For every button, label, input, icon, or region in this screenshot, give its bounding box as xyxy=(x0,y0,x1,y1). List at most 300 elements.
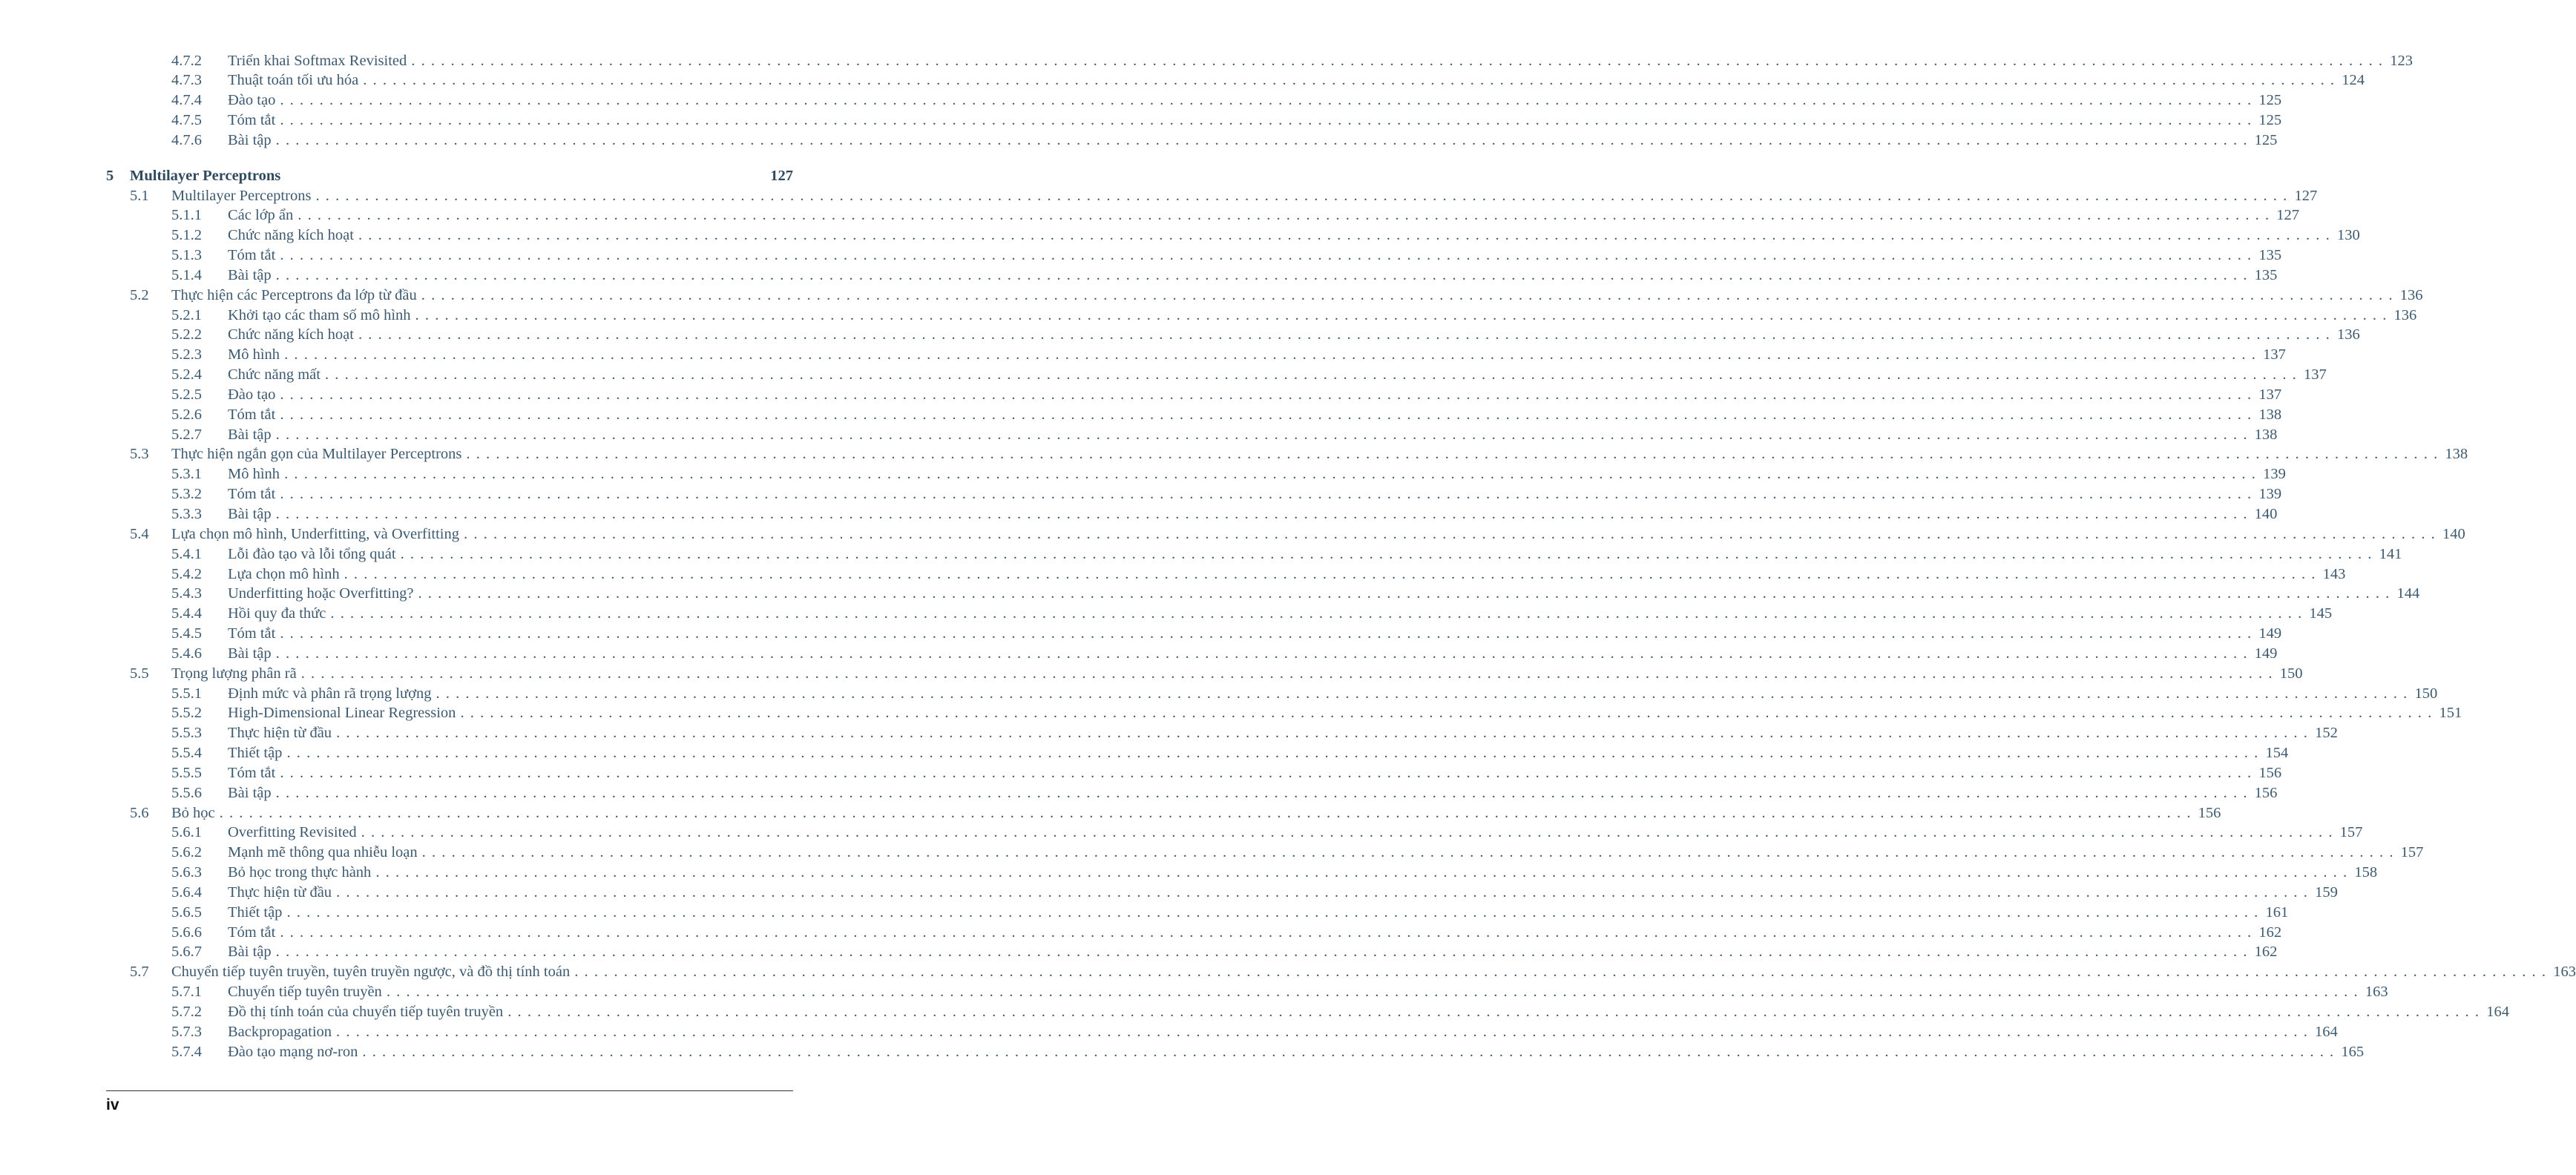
entry-page[interactable]: 127 xyxy=(2294,187,2318,204)
toc-section[interactable] xyxy=(0,444,2468,464)
toc-subsection[interactable] xyxy=(0,306,2417,326)
entry-line xyxy=(228,111,2282,131)
entry-title[interactable]: Backpropagation xyxy=(228,1023,332,1040)
entry-number: 5.4.6 xyxy=(171,645,202,662)
entry-title[interactable]: Bài tập xyxy=(228,645,272,662)
entry-line xyxy=(228,504,2278,524)
toc-section[interactable] xyxy=(0,186,2318,206)
toc-subsection[interactable] xyxy=(0,205,2300,226)
entry-page[interactable]: 144 xyxy=(2396,585,2420,602)
entry-number: 4.7.4 xyxy=(171,92,202,109)
dot-leader: ........................................................................................................................................................................................................ xyxy=(400,545,2378,562)
entry-title[interactable]: Bài tập xyxy=(228,784,272,801)
entry-title[interactable]: Bài tập xyxy=(228,131,272,148)
entry-title[interactable]: Đào tạo mạng nơ-ron xyxy=(228,1043,358,1060)
entry-title[interactable]: Bài tập xyxy=(228,944,272,961)
entry-page[interactable]: 139 xyxy=(2258,486,2282,503)
entry-page[interactable]: 125 xyxy=(2258,92,2282,109)
entry-page[interactable]: 138 xyxy=(2445,446,2468,463)
entry-line xyxy=(130,166,793,186)
toc-chapter[interactable] xyxy=(0,166,908,186)
entry-number: 4.7.2 xyxy=(171,52,202,69)
entry-line xyxy=(228,131,2278,151)
entry-page[interactable]: 125 xyxy=(2258,112,2282,129)
entry-line xyxy=(228,703,2462,723)
entry-number: 5.5.6 xyxy=(171,784,202,801)
toc-subsection[interactable] xyxy=(0,131,2278,151)
entry-number: 5.4.4 xyxy=(171,605,202,622)
entry-number: 5.2.2 xyxy=(171,326,202,343)
dot-leader: ........................................................................................................................................................................................................ xyxy=(275,645,2253,662)
toc-subsection[interactable] xyxy=(0,226,2360,246)
entry-line xyxy=(228,464,2286,484)
dot-leader: ........................................................................................................................................................................................................ xyxy=(361,824,2339,841)
toc-subsection[interactable] xyxy=(0,1022,2338,1042)
entry-title[interactable]: Triển khai Softmax Revisited xyxy=(228,52,407,69)
entry-title[interactable]: Thực hiện ngắn gọn của Multilayer Perceptrons xyxy=(171,446,462,463)
entry-page[interactable]: 156 xyxy=(2198,804,2221,821)
entry-title[interactable]: Multilayer Perceptrons xyxy=(171,187,312,204)
entry-number: 5.2.5 xyxy=(171,386,202,403)
entry-page[interactable]: 136 xyxy=(2399,286,2423,303)
toc-subsection[interactable] xyxy=(0,565,2346,585)
entry-page[interactable]: 137 xyxy=(2303,366,2327,384)
entry-title[interactable]: Lựa chọn mô hình, Underfitting, và Overfitting xyxy=(171,525,459,542)
toc-subsection[interactable] xyxy=(0,923,2282,943)
entry-line xyxy=(228,982,2388,1002)
dot-leader: ........................................................................................................................................................................................................ xyxy=(362,1043,2340,1060)
entry-number: 5.1.1 xyxy=(171,207,202,224)
dot-leader: ........................................................................................................................................................................................................ xyxy=(436,685,2414,702)
entry-page[interactable]: 130 xyxy=(2336,227,2360,244)
entry-page[interactable]: 135 xyxy=(2254,266,2278,283)
toc-subsection[interactable] xyxy=(0,763,2282,783)
toc-subsection[interactable] xyxy=(0,345,2286,365)
entry-page[interactable]: 149 xyxy=(2254,645,2278,662)
entry-line xyxy=(171,803,2221,823)
entry-line xyxy=(228,425,2278,445)
entry-number: 5.4.2 xyxy=(171,565,202,582)
entry-number: 5.4.3 xyxy=(171,585,202,602)
entry-page[interactable]: 140 xyxy=(2442,525,2465,542)
entry-page[interactable]: 138 xyxy=(2254,426,2278,443)
entry-page[interactable]: 163 xyxy=(2553,964,2576,981)
entry-number: 5.2.4 xyxy=(171,366,202,384)
toc-subsection[interactable] xyxy=(0,883,2338,903)
entry-number: 5.7.3 xyxy=(171,1023,202,1040)
entry-title[interactable]: Multilayer Perceptrons xyxy=(130,167,281,184)
entry-title[interactable]: Đào tạo xyxy=(228,92,276,109)
entry-number: 5.2.1 xyxy=(171,306,202,323)
entry-number: 5.7 xyxy=(130,964,149,981)
dot-leader: ........................................................................................................................................................................................................ xyxy=(280,406,2258,423)
entry-page[interactable]: 141 xyxy=(2379,545,2402,562)
toc-subsection[interactable] xyxy=(0,385,2282,405)
entry-line xyxy=(228,644,2278,664)
entry-number: 5.3.1 xyxy=(171,466,202,483)
entry-page[interactable]: 127 xyxy=(2276,207,2300,224)
dot-leader: ........................................................................................................................................................................................................ xyxy=(298,207,2276,224)
toc-subsection[interactable] xyxy=(0,684,2438,704)
toc-subsection[interactable] xyxy=(0,584,2420,604)
toc-section[interactable] xyxy=(0,524,2465,544)
entry-line xyxy=(228,863,2378,883)
entry-number: 4.7.5 xyxy=(171,112,202,129)
entry-line xyxy=(228,604,2333,624)
entry-number: 5.1.3 xyxy=(171,247,202,264)
footer-rule xyxy=(106,1090,793,1091)
entry-line xyxy=(228,883,2338,903)
entry-page[interactable]: 162 xyxy=(2258,924,2282,941)
entry-line xyxy=(228,903,2289,923)
entry-title[interactable]: Đào tạo xyxy=(228,386,276,403)
entry-page[interactable]: 137 xyxy=(2263,346,2286,363)
entry-title[interactable]: Thiết tập xyxy=(228,745,283,762)
entry-number: 4.7.3 xyxy=(171,72,202,89)
entry-line xyxy=(228,325,2360,345)
entry-number: 5.6.2 xyxy=(171,844,202,861)
entry-title[interactable]: Khởi tạo các tham số mô hình xyxy=(228,306,411,323)
dot-leader: ........................................................................................................................................................................................................ xyxy=(336,725,2314,742)
dot-leader: ........................................................................................................................................................................................................ xyxy=(324,366,2302,384)
entry-page[interactable]: 154 xyxy=(2265,745,2289,762)
entry-line xyxy=(228,584,2420,604)
entry-title[interactable]: High-Dimensional Linear Regression xyxy=(228,705,456,722)
entry-number: 5.4.5 xyxy=(171,625,202,642)
dot-leader: ........................................................................................................................................................................................................ xyxy=(280,386,2258,403)
dot-leader: ........................................................................................................................................................................................................ xyxy=(507,1003,2485,1020)
entry-title[interactable]: Tóm tắt xyxy=(228,247,276,264)
entry-page[interactable]: 136 xyxy=(2336,326,2360,343)
entry-title[interactable]: Các lớp ẩn xyxy=(228,207,294,224)
dot-leader: ........................................................................................................................................................................................................ xyxy=(411,52,2389,69)
entry-line xyxy=(228,365,2327,385)
entry-line xyxy=(228,843,2424,863)
entry-page[interactable]: 145 xyxy=(2309,605,2333,622)
entry-title[interactable]: Tóm tắt xyxy=(228,406,276,423)
toc-subsection[interactable] xyxy=(0,365,2327,385)
toc-subsection[interactable] xyxy=(0,464,2286,484)
entry-line xyxy=(171,286,2423,306)
entry-line xyxy=(228,405,2282,425)
entry-page[interactable]: 161 xyxy=(2265,904,2289,921)
entry-page[interactable]: 123 xyxy=(2390,52,2413,69)
entry-page[interactable]: 143 xyxy=(2322,565,2346,582)
entry-title[interactable]: Bỏ học trong thực hành xyxy=(228,864,372,881)
toc-subsection[interactable] xyxy=(0,644,2278,664)
entry-line xyxy=(228,942,2278,962)
dot-leader: ........................................................................................................................................................................................................ xyxy=(344,565,2322,582)
toc-subsection[interactable] xyxy=(0,942,2278,962)
entry-number: 5.2.3 xyxy=(171,346,202,363)
toc-subsection[interactable] xyxy=(0,544,2402,565)
dot-leader: ........................................................................................................................................................................................................ xyxy=(315,187,2293,204)
toc-subsection[interactable] xyxy=(0,783,2278,803)
entry-number: 5.6.6 xyxy=(171,924,202,941)
dot-leader: ........................................................................................................................................................................................................ xyxy=(275,131,2253,148)
entry-page[interactable]: 150 xyxy=(2279,665,2303,682)
entry-number: 5.3.2 xyxy=(171,486,202,503)
entry-line xyxy=(228,306,2417,326)
entry-number: 5.5 xyxy=(130,665,149,682)
entry-title[interactable]: Bài tập xyxy=(228,426,272,443)
entry-line xyxy=(171,962,2576,982)
entry-title[interactable]: Định mức và phân rã trọng lượng xyxy=(228,685,432,702)
entry-page[interactable]: 159 xyxy=(2315,883,2338,901)
entry-title[interactable]: Chức năng mất xyxy=(228,366,321,384)
entry-number: 5.2 xyxy=(130,286,149,303)
entry-line xyxy=(228,763,2282,783)
entry-page[interactable]: 165 xyxy=(2341,1043,2365,1060)
entry-number: 5.3.3 xyxy=(171,505,202,522)
entry-title[interactable]: Mạnh mẽ thông qua nhiễu loạn xyxy=(228,844,418,861)
entry-page[interactable]: 163 xyxy=(2365,984,2388,1001)
dot-leader: ........................................................................................................................................................................................................ xyxy=(415,306,2393,323)
entry-page[interactable]: 150 xyxy=(2414,685,2438,702)
entry-number: 5.6.7 xyxy=(171,944,202,961)
dot-leader: ........................................................................................................................................................................................................ xyxy=(275,426,2253,443)
entry-line xyxy=(228,544,2402,565)
entry-page[interactable]: 156 xyxy=(2254,784,2278,801)
dot-leader: ........................................................................................................................................................................................................ xyxy=(418,585,2396,602)
entry-page[interactable]: 135 xyxy=(2258,247,2282,264)
dot-leader: ........................................................................................................................................................................................................ xyxy=(286,904,2264,921)
entry-page[interactable]: 152 xyxy=(2315,725,2338,742)
entry-title[interactable]: Thực hiện từ đầu xyxy=(228,725,332,742)
toc-section[interactable] xyxy=(0,664,2303,684)
entry-number: 5.6.1 xyxy=(171,824,202,841)
entry-page[interactable]: 136 xyxy=(2393,306,2417,323)
entry-title[interactable]: Tóm tắt xyxy=(228,486,276,503)
entry-number: 5.5.4 xyxy=(171,745,202,762)
entry-title[interactable]: Overfitting Revisited xyxy=(228,824,357,841)
dot-leader: ........................................................................................................................................................................................................ xyxy=(363,72,2341,89)
entry-page[interactable]: 149 xyxy=(2258,625,2282,642)
entry-line xyxy=(228,70,2365,90)
entry-title[interactable]: Tóm tắt xyxy=(228,112,276,129)
dot-leader: ........................................................................................................................................................................................................ xyxy=(280,924,2258,941)
entry-page[interactable]: 124 xyxy=(2342,72,2365,89)
entry-number: 5.6.5 xyxy=(171,904,202,921)
dot-leader: ........................................................................................................................................................................................................ xyxy=(330,605,2308,622)
entry-line xyxy=(228,624,2282,644)
entry-title[interactable]: Thiết tập xyxy=(228,904,283,921)
dot-leader: ........................................................................................................................................................................................................ xyxy=(275,944,2253,961)
entry-line xyxy=(228,345,2286,365)
entry-line xyxy=(228,1022,2338,1042)
entry-page[interactable]: 164 xyxy=(2315,1023,2338,1040)
page-number: iv xyxy=(106,1096,119,1113)
entry-number: 5.6 xyxy=(130,804,149,821)
entry-page[interactable]: 137 xyxy=(2258,386,2282,403)
toc-subsection[interactable] xyxy=(0,425,2278,445)
entry-line xyxy=(228,385,2282,405)
entry-number: 5.2.7 xyxy=(171,426,202,443)
toc-subsection[interactable] xyxy=(0,325,2360,345)
entry-title[interactable]: Bài tập xyxy=(228,266,272,283)
dot-leader: ........................................................................................................................................................................................................ xyxy=(284,346,2262,363)
entry-title[interactable]: Trọng lượng phân rã xyxy=(171,665,297,682)
entry-line xyxy=(228,266,2278,286)
toc-section[interactable] xyxy=(0,962,2576,982)
entry-title[interactable]: Chức năng kích hoạt xyxy=(228,227,354,244)
entry-title[interactable]: Tóm tắt xyxy=(228,764,276,781)
entry-title[interactable]: Tóm tắt xyxy=(228,924,276,941)
dot-leader: ........................................................................................................................................................................................................ xyxy=(421,844,2399,861)
entry-line xyxy=(228,205,2300,226)
entry-title[interactable]: Tóm tắt xyxy=(228,625,276,642)
toc-subsection[interactable] xyxy=(0,90,2282,111)
toc-subsection[interactable] xyxy=(0,70,2365,90)
toc-subsection[interactable] xyxy=(0,843,2424,863)
entry-number: 5.5.5 xyxy=(171,764,202,781)
entry-title[interactable]: Thuật toán tối ưu hóa xyxy=(228,72,359,89)
toc-subsection[interactable] xyxy=(0,903,2289,923)
entry-page[interactable]: 151 xyxy=(2439,705,2462,722)
dot-leader: ........................................................................................................................................................................................................ xyxy=(280,625,2258,642)
entry-line xyxy=(228,923,2282,943)
entry-line xyxy=(228,723,2338,743)
dot-leader: ........................................................................................................................................................................................................ xyxy=(219,804,2197,821)
entry-number: 5.4.1 xyxy=(171,545,202,562)
entry-title[interactable]: Hồi quy đa thức xyxy=(228,605,326,622)
dot-leader: ........................................................................................................................................................................................................ xyxy=(284,466,2262,483)
toc-subsection[interactable] xyxy=(0,823,2363,843)
entry-line xyxy=(171,186,2318,206)
dot-leader: ........................................................................................................................................................................................................ xyxy=(280,112,2258,129)
entry-line xyxy=(228,823,2363,843)
dot-leader: ........................................................................................................................................................................................................ xyxy=(358,326,2336,343)
toc-subsection[interactable] xyxy=(0,723,2338,743)
entry-line xyxy=(228,565,2346,585)
entry-page[interactable]: 127 xyxy=(770,167,793,184)
entry-line xyxy=(228,684,2438,704)
entry-number: 5.6.4 xyxy=(171,883,202,901)
entry-line xyxy=(228,743,2289,763)
dot-leader: ........................................................................................................................................................................................................ xyxy=(286,745,2264,762)
toc-section[interactable] xyxy=(0,803,2221,823)
toc-subsection[interactable] xyxy=(0,1002,2509,1022)
entry-line xyxy=(228,90,2282,111)
entry-title[interactable]: Bỏ học xyxy=(171,804,215,821)
entry-line xyxy=(228,484,2282,504)
entry-title[interactable]: Mô hình xyxy=(228,466,280,483)
entry-title[interactable]: Bài tập xyxy=(228,505,272,522)
dot-leader: ........................................................................................................................................................................................................ xyxy=(300,665,2278,682)
entry-number: 5.5.3 xyxy=(171,725,202,742)
entry-number: 5.7.1 xyxy=(171,984,202,1001)
dot-leader: ........................................................................................................................................................................................................ xyxy=(275,505,2253,522)
entry-number: 5.3 xyxy=(130,446,149,463)
dot-leader: ........................................................................................................................................................................................................ xyxy=(386,984,2364,1001)
entry-line xyxy=(228,226,2360,246)
entry-title[interactable]: Underfitting hoặc Overfitting? xyxy=(228,585,414,602)
entry-title[interactable]: Mô hình xyxy=(228,346,280,363)
toc-subsection[interactable] xyxy=(0,51,2413,71)
toc-subsection[interactable] xyxy=(0,982,2388,1002)
dot-leader: ........................................................................................................................................................................................................ xyxy=(421,286,2399,303)
entry-line xyxy=(171,444,2468,464)
toc-subsection[interactable] xyxy=(0,703,2462,723)
dot-leader: ........................................................................................................................................................................................................ xyxy=(280,92,2258,109)
dot-leader: ........................................................................................................................................................................................................ xyxy=(460,705,2438,722)
entry-line xyxy=(228,51,2413,71)
entry-number: 4.7.6 xyxy=(171,131,202,148)
entry-number: 5.1 xyxy=(130,187,149,204)
entry-line xyxy=(228,1042,2365,1062)
toc-section[interactable] xyxy=(0,286,2423,306)
toc-subsection[interactable] xyxy=(0,743,2289,763)
entry-page[interactable]: 140 xyxy=(2254,505,2278,522)
entry-number: 5.5.1 xyxy=(171,685,202,702)
entry-number: 5.1.2 xyxy=(171,227,202,244)
toc-subsection[interactable] xyxy=(0,604,2333,624)
dot-leader: ........................................................................................................................................................................................................ xyxy=(336,1023,2314,1040)
dot-leader: ........................................................................................................................................................................................................ xyxy=(275,266,2253,283)
entry-title[interactable]: Thực hiện từ đầu xyxy=(228,883,332,901)
entry-title[interactable]: Chuyển tiếp tuyên truyền xyxy=(228,984,382,1001)
dot-leader: ........................................................................................................................................................................................................ xyxy=(466,446,2444,463)
entry-title[interactable]: Lỗi đào tạo và lỗi tổng quát xyxy=(228,545,396,562)
entry-title[interactable]: Chức năng kích hoạt xyxy=(228,326,354,343)
entry-line xyxy=(228,246,2282,266)
entry-number: 5.4 xyxy=(130,525,149,542)
toc-subsection[interactable] xyxy=(0,504,2278,524)
toc-subsection[interactable] xyxy=(0,246,2282,266)
dot-leader: ........................................................................................................................................................................................................ xyxy=(464,525,2441,542)
dot-leader: ........................................................................................................................................................................................................ xyxy=(280,764,2258,781)
entry-page[interactable]: 157 xyxy=(2400,844,2424,861)
toc-subsection[interactable] xyxy=(0,863,2378,883)
entry-page[interactable]: 158 xyxy=(2354,864,2378,881)
entry-number: 5.6.3 xyxy=(171,864,202,881)
dot-leader: ........................................................................................................................................................................................................ xyxy=(280,247,2258,264)
dot-leader: ........................................................................................................................................................................................................ xyxy=(375,864,2353,881)
entry-line xyxy=(171,524,2465,544)
dot-leader: ........................................................................................................................................................................................................ xyxy=(280,486,2258,503)
entry-page[interactable]: 164 xyxy=(2486,1003,2509,1020)
dot-leader: ........................................................................................................................................................................................................ xyxy=(358,227,2336,244)
toc-subsection[interactable] xyxy=(0,484,2282,504)
entry-number: 5.2.6 xyxy=(171,406,202,423)
toc-subsection[interactable] xyxy=(0,111,2282,131)
toc-subsection[interactable] xyxy=(0,624,2282,644)
dot-leader: ........................................................................................................................................................................................................ xyxy=(336,883,2314,901)
entry-title[interactable]: Lựa chọn mô hình xyxy=(228,565,340,582)
dot-leader: ........................................................................................................................................................................................................ xyxy=(574,964,2552,981)
entry-line xyxy=(228,1002,2509,1022)
entry-line xyxy=(171,664,2303,684)
toc-subsection[interactable] xyxy=(0,1042,2365,1062)
entry-page[interactable]: 138 xyxy=(2258,406,2282,423)
entry-line xyxy=(228,783,2278,803)
entry-page[interactable]: 139 xyxy=(2263,466,2286,483)
entry-page[interactable]: 125 xyxy=(2254,131,2278,148)
entry-number: 5.1.4 xyxy=(171,266,202,283)
entry-title[interactable]: Thực hiện các Perceptrons đa lớp từ đầu xyxy=(171,286,417,303)
entry-page[interactable]: 162 xyxy=(2254,944,2278,961)
entry-title[interactable]: Đồ thị tính toán của chuyển tiếp tuyên truyền xyxy=(228,1003,504,1020)
entry-page[interactable]: 156 xyxy=(2258,764,2282,781)
entry-title[interactable]: Chuyển tiếp tuyên truyền, tuyên truyền ngược, và đồ thị tính toán xyxy=(171,964,571,981)
entry-number: 5.5.2 xyxy=(171,705,202,722)
dot-leader: ........................................................................................................................................................................................................ xyxy=(275,784,2253,801)
entry-number: 5 xyxy=(106,167,114,184)
entry-number: 5.7.4 xyxy=(171,1043,202,1060)
entry-page[interactable]: 157 xyxy=(2339,824,2363,841)
toc-subsection[interactable] xyxy=(0,405,2282,425)
toc-subsection[interactable] xyxy=(0,266,2278,286)
